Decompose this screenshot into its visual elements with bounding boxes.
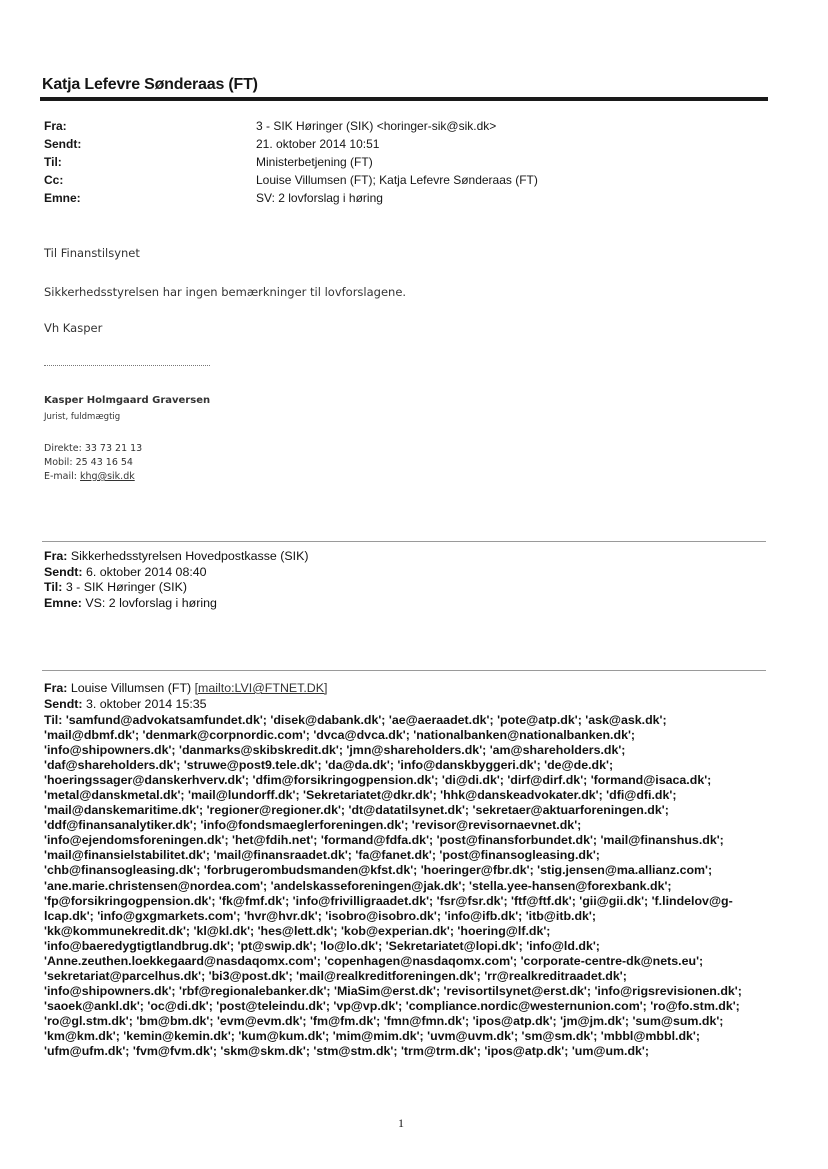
to-label: Til: [44, 155, 62, 169]
forward-to: 3 - SIK Høringer (SIK) [65, 580, 187, 594]
forward-sent-label: Sendt: [44, 564, 83, 579]
recipient-line: 'info@baeredygtigtlandbrug.dk'; 'pt@swip.dk'; 'lo@lo.dk'; 'Sekretariatet@lopi.dk'; 'info@ld.dk'; [44, 938, 600, 953]
closing: Vh Kasper [44, 321, 103, 335]
title-rule [40, 97, 768, 101]
recipient-line: Til: 'samfund@advokatsamfundet.dk'; 'disek@dabank.dk'; 'ae@aeraadet.dk'; 'pote@atp.dk'; 'ask@ask.dk'; [44, 713, 667, 727]
recipient-line: lcap.dk'; 'info@gxgmarkets.com'; 'hvr@hvr.dk'; 'isobro@isobro.dk'; 'info@ifb.dk'; 'itb@itb.dk'; [44, 908, 597, 923]
forward-from-label: Fra: [44, 549, 68, 563]
subject-value: SV: 2 lovforslag i høring [256, 191, 383, 205]
original-separator [42, 670, 766, 671]
recipient-line: 'ro@gl.stm.dk'; 'bm@bm.dk'; 'evm@evm.dk'; 'fm@fm.dk'; 'fmn@fmn.dk'; 'ipos@atp.dk'; 'jm@jm.dk'; 'sum@sum.dk'; [44, 1013, 724, 1028]
page-number: 1 [398, 1116, 404, 1130]
forward-from: Sikkerhedsstyrelsen Hovedpostkasse (SIK) [70, 549, 309, 563]
mobile-label: Mobil: [44, 457, 73, 468]
original-from-label: Fra: [44, 681, 68, 695]
recipient-line: 'ufm@ufm.dk'; 'fvm@fvm.dk'; 'skm@skm.dk'; 'stm@stm.dk'; 'trm@trm.dk'; 'ipos@atp.dk'; 'um@um.dk'; [44, 1044, 649, 1059]
original-header [44, 681, 327, 712]
cc-label: Cc: [44, 173, 64, 187]
recipient-line: 'hoeringssager@danskerhverv.dk'; 'dfim@forsikringogpension.dk'; 'di@di.dk'; 'dirf@dirf.dk'; 'formand@isaca.dk'; [44, 773, 712, 788]
subject-label: Emne: [44, 191, 81, 205]
recipient-line: 'kk@kommunekredit.dk'; 'kl@kl.dk'; 'hes@lett.dk'; 'kob@experian.dk'; 'hoering@lf.dk'; [44, 923, 551, 938]
forward-to-label: Til: [44, 580, 63, 594]
direct-phone: 33 73 21 13 [84, 443, 143, 454]
recipient-line: 'metal@danskmetal.dk'; 'mail@lundorff.dk'; 'Sekretariatet@dkr.dk'; 'hhk@danskeadvokater.dk'; 'dfi@dfi.dk'; [44, 788, 677, 803]
signature-title: Jurist, fuldmægtig [44, 412, 121, 422]
original-to-label: Til: [44, 713, 63, 727]
from-value: 3 - SIK Høringer (SIK) <horinger-sik@sik.dk> [256, 119, 497, 133]
recipient-line: 'info@ejendomsforeningen.dk'; 'het@fdih.net'; 'formand@fdfa.dk'; 'post@finansforbundet.dk'; 'mail@finanshus.dk'; [44, 833, 724, 848]
cc-value: Louise Villumsen (FT); Katja Lefevre Sønderaas (FT) [256, 173, 538, 187]
greeting: Til Finanstilsynet [44, 246, 140, 260]
forward-sent: 6. oktober 2014 08:40 [86, 564, 207, 579]
recipient-line: 'saoek@ankl.dk'; 'oc@di.dk'; 'post@teleindu.dk'; 'vp@vp.dk'; 'compliance.nordic@westernunion.com'; 'ro@fo.stm.dk'; [44, 998, 740, 1013]
mailto-link[interactable]: [mailto:LVI@FTNET.DK] [194, 681, 328, 695]
recipient-line: 'daf@shareholders.dk'; 'struwe@post9.tele.dk'; 'da@da.dk'; 'info@danskbyggeri.dk'; 'de@de.dk'; [44, 758, 614, 773]
recipient-line: 'chb@finansogleasing.dk'; 'forbrugerombudsmanden@kfst.dk'; 'hoeringer@fbr.dk'; 'stig.jensen@ma.allianz.com'; [44, 863, 713, 878]
signature-name: Kasper Holmgaard Graversen [44, 395, 211, 406]
email-label: E-mail: [44, 471, 77, 482]
original-from: Louise Villumsen (FT) [70, 681, 192, 695]
recipient-line: 'km@km.dk'; 'kemin@kemin.dk'; 'kum@kum.dk'; 'mim@mim.dk'; 'uvm@uvm.dk'; 'sm@sm.dk'; 'mbbl@mbbl.dk'; [44, 1028, 700, 1043]
original-sent: 3. oktober 2014 15:35 [86, 696, 207, 711]
recipient-line: 'mail@dbmf.dk'; 'denmark@corpnordic.com'; 'dvca@dvca.dk'; 'nationalbanken@nationalbanken.dk'; [44, 728, 636, 743]
direct-label: Direkte: [44, 443, 82, 454]
mobile-phone: 25 43 16 54 [75, 457, 133, 468]
recipient-line: 'fp@forsikringogpension.dk'; 'fk@fmf.dk'; 'info@frivilligraadet.dk'; 'fsr@fsr.dk'; 'ftf@ftf.dk'; 'gii@gii.dk'; 'f.lindelov@g- [44, 893, 733, 908]
sender-name-title: Katja Lefevre Sønderaas (FT) [42, 76, 258, 93]
from-label: Fra: [44, 119, 67, 133]
recipient-line: 'info@shipowners.dk'; 'danmarks@skibskredit.dk'; 'jmn@shareholders.dk'; 'am@shareholders.dk'; [44, 743, 626, 758]
original-sent-label: Sendt: [44, 696, 83, 711]
signature-email-link[interactable]: khg@sik.dk [80, 471, 135, 482]
recipient-line: 'Anne.zeuthen.loekkegaard@nasdaqomx.com'; 'copenhagen@nasdaqomx.com'; 'corporate-centre-dk@nets.eu'; [44, 953, 704, 968]
forward-subject: VS: 2 lovforslag i høring [85, 595, 217, 610]
forward-separator [42, 541, 766, 542]
sent-value: 21. oktober 2014 10:51 [256, 137, 380, 151]
recipient-line: 'ane.marie.christensen@nordea.com'; 'andelskasseforeningen@jak.dk'; 'stella.yee-hansen@forexbank.dk'; [44, 878, 672, 893]
forward-header [44, 549, 308, 611]
reply-body: Sikkerhedsstyrelsen har ingen bemærkninger til lovforslagene. [44, 285, 407, 299]
forward-subject-label: Emne: [44, 595, 82, 610]
recipient-line: 'mail@danskemaritime.dk'; 'regioner@regioner.dk'; 'dt@datatilsynet.dk'; 'sekretaer@aktuarforeningen.dk'; [44, 803, 669, 818]
recipient-line: 'mail@finansielstabilitet.dk'; 'mail@finansraadet.dk'; 'fa@fanet.dk'; 'post@finansogleasing.dk'; [44, 848, 600, 863]
signature-divider [44, 365, 210, 366]
recipient-line: 'ddf@finansanalytiker.dk'; 'info@fondsmaeglerforeningen.dk'; 'revisor@revisornaevnet.dk'; [44, 818, 582, 833]
sent-label: Sendt: [44, 137, 82, 151]
signature-contact [44, 442, 142, 484]
recipient-line: 'info@shipowners.dk'; 'rbf@regionalebanker.dk'; 'MiaSim@erst.dk'; 'revisortilsynet@erst.dk'; 'info@rigsrevisionen.dk'; [44, 983, 742, 998]
recipient-list [44, 713, 769, 1059]
to-value: Ministerbetjening (FT) [256, 155, 373, 169]
recipient-line: 'sekretariat@parcelhus.dk'; 'bi3@post.dk'; 'mail@realkreditforeningen.dk'; 'rr@realkreditraadet.dk'; [44, 968, 627, 983]
